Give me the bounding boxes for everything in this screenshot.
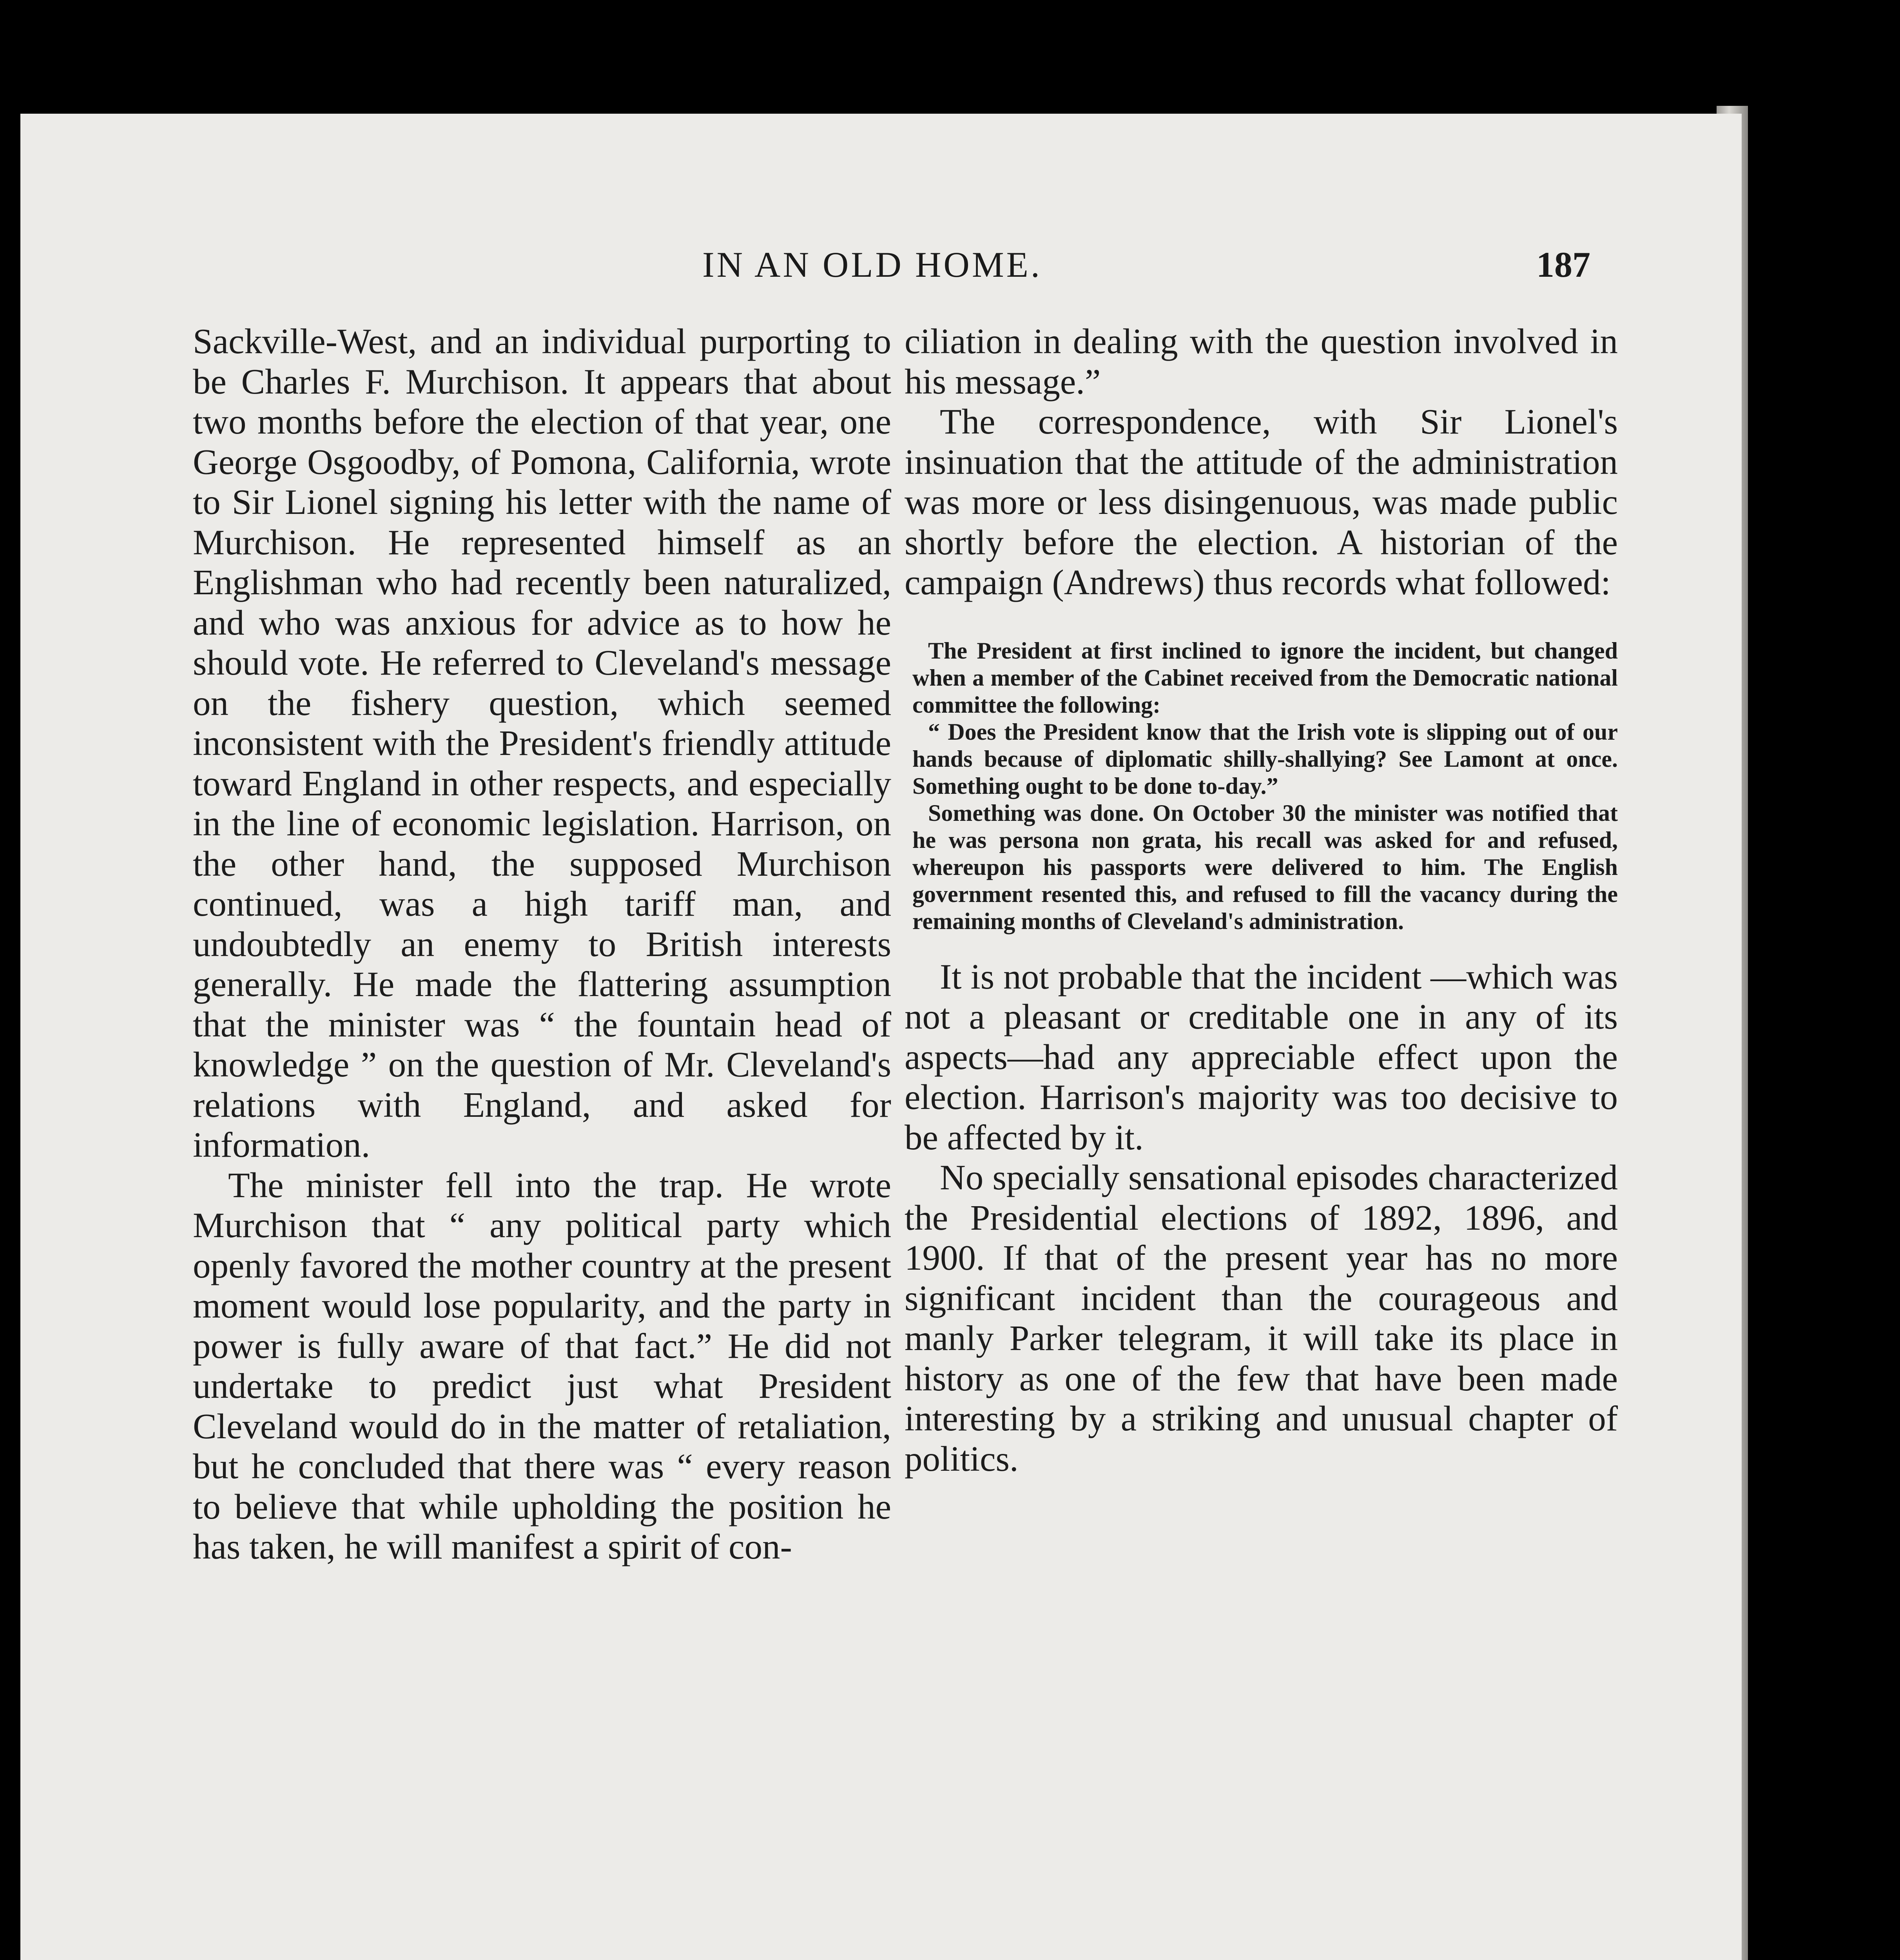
running-title: IN AN OLD HOME.: [702, 245, 1042, 285]
running-head: [20, 244, 1742, 295]
block-quote: [905, 637, 1618, 935]
paragraph: The correspondence, with Sir Lionel's insinuation that the attitude of the administration was more or less disingenuous, was made public shortly before the election. A historian of the campaign (Andrews) thus records what followed:: [905, 402, 1618, 602]
book-page: [20, 114, 1742, 1960]
paragraph: ciliation in dealing with the question involved in his message.”: [905, 321, 1618, 401]
paragraph: The minister fell into the trap. He wrote Murchison that “ any political party which openly favored the mother country at the present moment would lose popularity, and the party in power is fully aware of that fact.” He did not undertake to predict just what President Cleveland would do in the matter of retaliation, but he concluded that there was “ every reason to believe that while upholding the position he has taken, he will manifest a spirit of con-: [193, 1165, 891, 1566]
quote-paragraph: “ Does the President know that the Irish vote is slipping out of our hands because of diplomatic shilly-shallying? See Lamont at once. Something ought to be done to-day.”: [912, 719, 1618, 799]
right-column: [905, 321, 1618, 1479]
left-column: [193, 321, 891, 1567]
paragraph: No specially sensational episodes characterized the Presidential elections of 1892, 1896, and 1900. If that of the present year has no more significant incident than the courageous and manly Parker telegram, it will take its place in history as one of the few that have been made interesting by a striking and unusual chapter of politics.: [905, 1158, 1618, 1479]
quote-paragraph: The President at first inclined to ignore the incident, but changed when a member of the Cabinet received from the Democratic national committee the following:: [912, 637, 1618, 718]
page-number: 187: [1536, 245, 1590, 285]
quote-paragraph: Something was done. On October 30 the minister was notified that he was persona non grata, his recall was asked for and refused, whereupon his passports were delivered to him. The English government resented this, and refused to fill the vacancy during the remaining months of Cleveland's administration.: [912, 800, 1618, 934]
paragraph: Sackville-West, and an individual purporting to be Charles F. Murchison. It appears that about two months before the election of that year, one George Osgoodby, of Pomona, California, wrote to Sir Lionel signing his letter with the name of Murchison. He represented himself as an Englishman who had recently been naturalized, and who was anxious for advice as to how he should vote. He referred to Cleveland's message on the fishery question, which seemed inconsistent with the President's friendly attitude toward England in other respects, and especially in the line of economic legislation. Harrison, on the other hand, the supposed Murchison continued, was a high tariff man, and undoubtedly an enemy to British interests generally. He made the flattering assumption that the minister was “ the fountain head of knowledge ” on the question of Mr. Cleveland's relations with England, and asked for information.: [193, 321, 891, 1165]
paragraph: It is not probable that the incident —which was not a pleasant or creditable one in any of its aspects—had any appreciable effect upon the election. Harrison's majority was too decisive to be affected by it.: [905, 956, 1618, 1157]
